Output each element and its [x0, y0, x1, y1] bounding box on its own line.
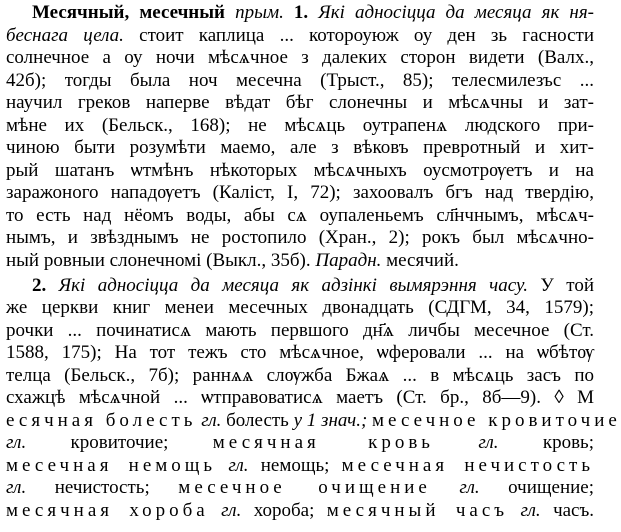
entry-line [6, 500, 594, 523]
quote-text: У той [540, 275, 594, 296]
phrase-term: месечное кровиточие [372, 410, 621, 431]
cross-ref-word: очищение; [508, 477, 594, 498]
cross-ref-word: кровь; [542, 432, 595, 453]
part-of-speech: прым. [235, 2, 284, 23]
entry-line [32, 2, 594, 25]
phrase-term: месячный часъ [326, 500, 509, 521]
meaning-label: у 1 знач.; [293, 410, 368, 431]
phrase-term: месячная хороба [6, 500, 209, 521]
cross-ref-label: гл. [459, 477, 480, 498]
entry-line [32, 275, 594, 298]
cross-ref-word: кровиточие; [70, 432, 169, 453]
cross-ref-label: гл. [478, 432, 499, 453]
phrase-term: есячная болесть [6, 410, 197, 431]
entry-line: чиною быти розумѣти маемо, але з вѣковъ превротный и хит- [6, 137, 594, 158]
headword: Месячный, месечный [32, 2, 226, 23]
cross-ref-label: гл. [520, 500, 541, 521]
entry-line: рый шатанъ ѡтмѣнъ нѣкоторых мѣсѧчныхъ оусмотрѹетъ и на [6, 160, 594, 181]
cross-ref-word: хороба; [253, 500, 315, 521]
entry-line [6, 455, 594, 478]
cross-ref-label: гл. [6, 477, 27, 498]
entry-line: то есть над нёомъ воды, абы сѧ оупаленьемъ сл҃нчнымъ, мѣсѧч- [6, 205, 594, 226]
quote-text: ный ровныи слонечномі (Выкл., 35б). [6, 250, 311, 271]
entry-line: 1588, 175); На тот тежъ сто мѣсѧчное, ѡферовали ... на ѡбѣтѹ [6, 342, 594, 363]
cross-ref-word: болесть [226, 410, 289, 431]
entry-line [6, 432, 594, 455]
sense-number-1: 1. [293, 2, 309, 23]
phrase-term: месячная кровь [212, 432, 434, 453]
entry-line: заражоного нападѹетъ (Каліст, I, 72); захоовалъ бгъ над твердію, [6, 182, 594, 203]
entry-line: рочки ... починатисѧ мають первшого дн҃ѧ личбы месечное (Ст. [6, 320, 594, 341]
sense-1-definition: Які адносіцца да месяца як ня- [318, 2, 594, 23]
cross-ref-label: гл. [6, 432, 27, 453]
cross-ref-label: гл. [201, 410, 222, 431]
sense-number-2: 2. [32, 275, 47, 296]
entry-line: 42б); тогды была ноч месечна (Трыст., 85); телесмилезъс ... [6, 70, 594, 91]
entry-line: схажцѣ мѣсѧчной ... ѡтправоватисѧ маетъ (Ст. бр., 8б—9). ◊ М [6, 387, 594, 408]
cross-ref-label: гл. [228, 455, 249, 476]
quote-text: стоит каплица ... котороуюж оу ден зь гасности [139, 25, 594, 46]
cross-ref-label: гл. [221, 500, 242, 521]
sense-1-definition-cont: беснага цела. [6, 25, 124, 46]
cross-ref-word: немощь; [260, 455, 330, 476]
entry-line: мѣне их (Бельск., 168); не мѣсѧць оутрапенѧ людского при- [6, 115, 594, 136]
phrase-term: месечная нечистость [341, 455, 595, 476]
entry-line: же церкви книг менеи месечных двонадцать (СДГМ, 34, 1579); [6, 297, 594, 318]
entry-line [6, 410, 621, 433]
entry-line: нымъ, и звѣзднымъ не ростопило (Хран., 2); рокъ был мѣсѧчно- [6, 227, 594, 248]
cross-ref-word: нечистость; [54, 477, 150, 498]
phrase-term: месечное очищение [178, 477, 431, 498]
cross-ref-word: часъ. [553, 500, 595, 521]
paradigm-label: Парадн. [315, 250, 382, 271]
sense-2-definition: Які адносіцца да месяца як адзінкі вымярэння часу. [58, 275, 528, 296]
paradigm-word: месячий. [386, 250, 459, 271]
entry-line [6, 25, 594, 48]
entry-line: солнечное а оу ночи мѣсѧчное з далеких сторон видети (Валх., [6, 47, 594, 68]
entry-line: телца (Бельск., 7б); раннѧѧ слѹжба Бжаѧ ... в мѣсѧць засъ по [6, 365, 594, 386]
entry-line: научил греков наперве вѣдат бѣг слонечны и мѣсѧчны и зат- [6, 92, 594, 113]
phrase-term: месечная немощь [6, 455, 217, 476]
entry-line [6, 477, 594, 500]
entry-line [6, 250, 594, 273]
